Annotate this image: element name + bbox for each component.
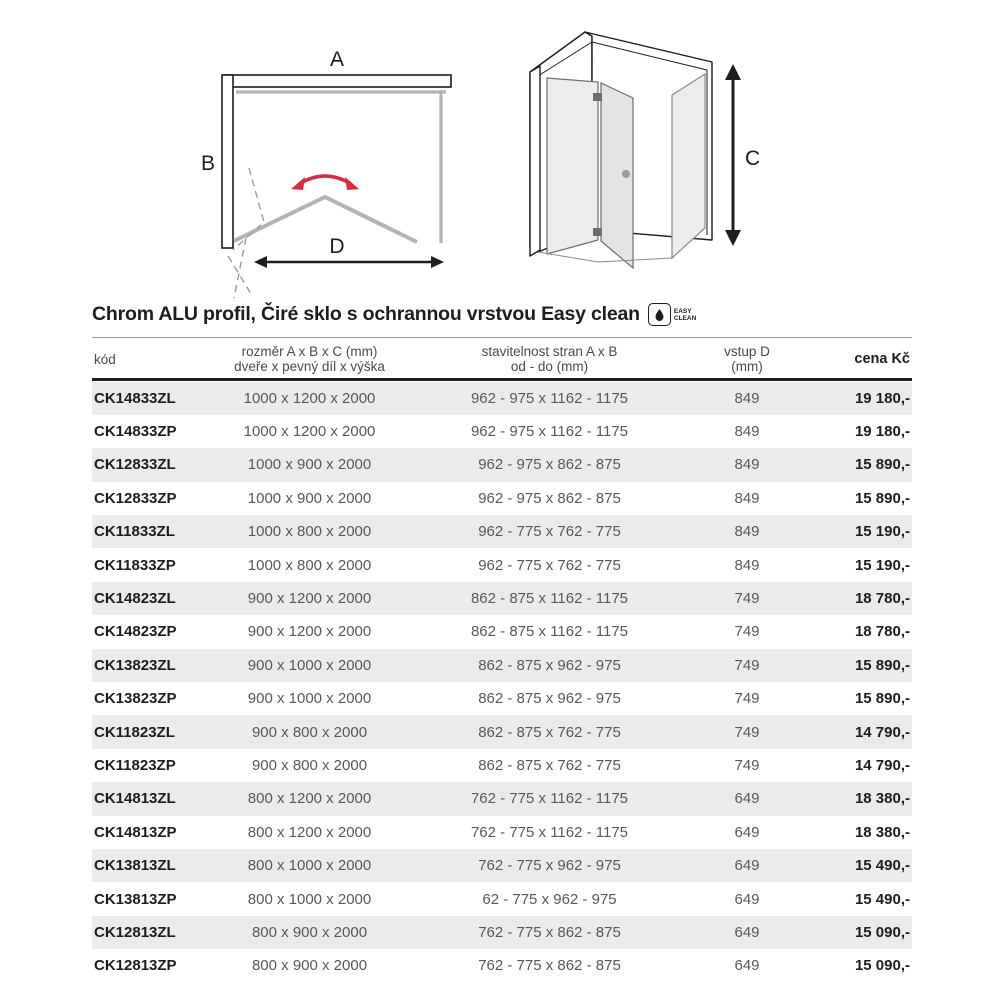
cell-stavitelnost: 862 - 875 x 762 - 775 (478, 756, 621, 774)
table-row (92, 615, 912, 648)
cell-kod: CK14823ZL (94, 590, 176, 608)
cell-cena: 15 890,- (854, 690, 910, 708)
table-row (92, 548, 912, 581)
table-row (92, 382, 912, 415)
table-row (92, 448, 912, 481)
cell-rozmer: 1000 x 1200 x 2000 (243, 423, 376, 441)
cell-rozmer: 900 x 800 x 2000 (251, 756, 368, 774)
cell-vstup: 849 (734, 423, 760, 441)
swing-arrow-icon (291, 176, 359, 190)
cell-rozmer: 800 x 1200 x 2000 (247, 823, 372, 841)
cell-cena: 18 380,- (854, 790, 910, 808)
table-row (92, 849, 912, 882)
cell-rozmer: 900 x 1200 x 2000 (247, 623, 372, 641)
cell-vstup: 749 (734, 723, 760, 741)
cell-kod: CK11833ZL (94, 523, 175, 541)
cell-stavitelnost: 762 - 775 x 962 - 975 (478, 857, 621, 875)
cell-cena: 15 190,- (854, 523, 910, 541)
cell-kod: CK12833ZP (94, 489, 177, 507)
title-divider (92, 337, 912, 338)
cell-rozmer: 1000 x 900 x 2000 (247, 456, 372, 474)
table-row (92, 749, 912, 782)
table-row (92, 582, 912, 615)
cell-cena: 18 780,- (854, 623, 910, 641)
cell-vstup: 649 (734, 857, 760, 875)
cell-rozmer: 800 x 1200 x 2000 (247, 790, 372, 808)
cell-kod: CK11833ZP (94, 556, 176, 574)
wall-b (222, 75, 233, 248)
cell-stavitelnost: 862 - 875 x 762 - 775 (478, 723, 621, 741)
cell-kod: CK13813ZL (94, 857, 176, 875)
cell-kod: CK14833ZP (94, 423, 177, 441)
cell-kod: CK13823ZL (94, 656, 176, 674)
cell-stavitelnost: 962 - 775 x 762 - 775 (478, 523, 621, 541)
cell-vstup: 849 (734, 523, 760, 541)
cell-kod: CK13813ZP (94, 890, 177, 908)
table-row (92, 782, 912, 815)
easy-clean-badge (648, 303, 696, 326)
cell-vstup: 749 (734, 756, 760, 774)
cell-kod: CK11823ZL (94, 723, 175, 741)
cell-kod: CK13823ZP (94, 690, 177, 708)
cell-rozmer: 800 x 900 x 2000 (251, 923, 368, 941)
cell-stavitelnost: 762 - 775 x 1162 - 1175 (470, 790, 629, 808)
cell-kod: CK12813ZP (94, 957, 177, 975)
cell-stavitelnost: 862 - 875 x 962 - 975 (478, 656, 621, 674)
dim-arrow-d (254, 256, 444, 268)
glass-side-panel (672, 74, 705, 258)
cell-kod: CK11823ZP (94, 756, 176, 774)
table-row (92, 715, 912, 748)
wall-a (224, 75, 451, 87)
header-divider (92, 378, 912, 381)
cell-vstup: 649 (734, 790, 760, 808)
table-row (92, 916, 912, 949)
hinge-bottom-icon (593, 228, 602, 236)
cell-kod: CK12813ZL (94, 923, 176, 941)
cell-rozmer: 1000 x 1200 x 2000 (243, 389, 376, 407)
cell-cena: 19 180,- (854, 389, 910, 407)
header-vstup: vstup D (mm) (724, 344, 770, 374)
table-row (92, 816, 912, 849)
plan-view-diagram (175, 28, 475, 313)
dim-label-d: D (329, 235, 345, 258)
easy-clean-label: EASY CLEAN (673, 307, 697, 322)
cell-rozmer: 900 x 1000 x 2000 (247, 656, 372, 674)
cell-vstup: 749 (734, 590, 760, 608)
cell-vstup: 649 (734, 957, 760, 975)
cell-cena: 15 490,- (854, 857, 910, 875)
table-row (92, 415, 912, 448)
header-stavitelnost: stavitelnost stran A x B od - do (mm) (481, 344, 618, 374)
cell-kod: CK14833ZL (94, 389, 176, 407)
hinge-top-icon (593, 93, 602, 101)
page-title: Chrom ALU profil, Čiré sklo s ochrannou vrstvou Easy clean (92, 303, 640, 325)
cell-vstup: 649 (734, 923, 760, 941)
cell-vstup: 749 (734, 623, 760, 641)
cell-stavitelnost: 862 - 875 x 962 - 975 (478, 690, 621, 708)
table-body (92, 382, 912, 983)
table-row (92, 682, 912, 715)
door-handle-icon (622, 170, 630, 178)
dim-label-b: B (200, 152, 215, 175)
dim-label-a: A (329, 48, 345, 71)
cell-vstup: 749 (734, 690, 760, 708)
droplet-icon (648, 303, 671, 326)
cell-rozmer: 800 x 1000 x 2000 (247, 890, 372, 908)
cell-kod: CK14823ZP (94, 623, 177, 641)
header-kod: kód (94, 351, 116, 367)
cell-rozmer: 900 x 800 x 2000 (251, 723, 368, 741)
cell-stavitelnost: 962 - 775 x 762 - 775 (478, 556, 621, 574)
floor-frame (538, 252, 672, 262)
cell-kod: CK12833ZL (94, 456, 176, 474)
cell-cena: 18 780,- (854, 590, 910, 608)
cell-kod: CK14813ZL (94, 790, 176, 808)
cell-vstup: 649 (734, 823, 760, 841)
table-row (92, 882, 912, 915)
cell-rozmer: 1000 x 800 x 2000 (247, 556, 372, 574)
table-header (92, 341, 912, 377)
header-rozmer: rozměr A x B x C (mm) dveře x pevný díl x výška (234, 344, 385, 374)
table-row (92, 482, 912, 515)
dim-label-c: C (745, 147, 761, 170)
wall-profile-bar (530, 66, 540, 256)
cell-rozmer: 800 x 900 x 2000 (251, 957, 368, 975)
cell-rozmer: 800 x 1000 x 2000 (247, 857, 372, 875)
cell-cena: 14 790,- (854, 723, 910, 741)
cell-vstup: 849 (734, 556, 760, 574)
cell-stavitelnost: 762 - 775 x 862 - 875 (478, 957, 621, 975)
table-row (92, 649, 912, 682)
cell-rozmer: 1000 x 900 x 2000 (247, 489, 372, 507)
cell-vstup: 749 (734, 656, 760, 674)
cell-stavitelnost: 62 - 775 x 962 - 975 (482, 890, 617, 908)
perspective-diagram (510, 12, 770, 292)
folding-door (234, 197, 417, 242)
cell-cena: 19 180,- (854, 423, 910, 441)
table-row (92, 949, 912, 982)
cell-stavitelnost: 862 - 875 x 1162 - 1175 (470, 623, 629, 641)
cell-vstup: 649 (734, 890, 760, 908)
dim-arrow-c (725, 64, 741, 246)
cell-rozmer: 900 x 1200 x 2000 (247, 590, 372, 608)
cell-cena: 15 090,- (854, 957, 910, 975)
cell-cena: 15 490,- (854, 890, 910, 908)
cell-stavitelnost: 862 - 875 x 1162 - 1175 (470, 590, 629, 608)
cell-stavitelnost: 762 - 775 x 1162 - 1175 (470, 823, 629, 841)
cell-cena: 18 380,- (854, 823, 910, 841)
cell-vstup: 849 (734, 489, 760, 507)
cell-cena: 15 190,- (854, 556, 910, 574)
header-cena: cena Kč (854, 350, 910, 367)
cell-stavitelnost: 962 - 975 x 862 - 875 (478, 456, 621, 474)
cell-cena: 15 090,- (854, 923, 910, 941)
cell-cena: 14 790,- (854, 756, 910, 774)
cell-stavitelnost: 962 - 975 x 1162 - 1175 (470, 389, 629, 407)
table-row (92, 515, 912, 548)
cell-kod: CK14813ZP (94, 823, 177, 841)
cell-cena: 15 890,- (854, 489, 910, 507)
door-panel-1 (547, 78, 598, 254)
cell-stavitelnost: 762 - 775 x 862 - 875 (478, 923, 621, 941)
cell-vstup: 849 (734, 389, 760, 407)
cell-stavitelnost: 962 - 975 x 1162 - 1175 (470, 423, 629, 441)
price-table (92, 341, 912, 983)
cell-rozmer: 900 x 1000 x 2000 (247, 690, 372, 708)
cell-cena: 15 890,- (854, 656, 910, 674)
cell-rozmer: 1000 x 800 x 2000 (247, 523, 372, 541)
cell-stavitelnost: 962 - 975 x 862 - 875 (478, 489, 621, 507)
cell-vstup: 849 (734, 456, 760, 474)
cell-cena: 15 890,- (854, 456, 910, 474)
